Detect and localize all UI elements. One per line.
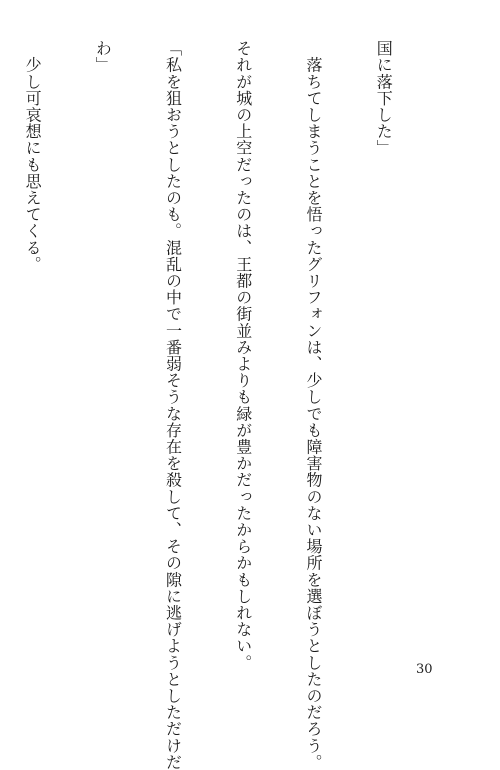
text-line: 「私を狙おうとしたのも。混乱の中で一番弱そうな存在を殺して、その隙に逃げようとしただけだ [163, 40, 183, 770]
text-line: 国に落下した」 [374, 40, 394, 157]
page-number: 30 [416, 662, 433, 677]
text-line: 少し可哀想にも思えてくる。 [23, 40, 43, 273]
text-line: それが城の上空だったのは、王都の街並みよりも緑が豊かだったからかもしれない。 [233, 40, 253, 671]
text-line: 落ちてしまうことを悟ったグリフォンは、少しでも障害物のない場所を選ぼうとしたのだろう。 [303, 40, 323, 770]
text-line: わ」 [93, 40, 113, 74]
